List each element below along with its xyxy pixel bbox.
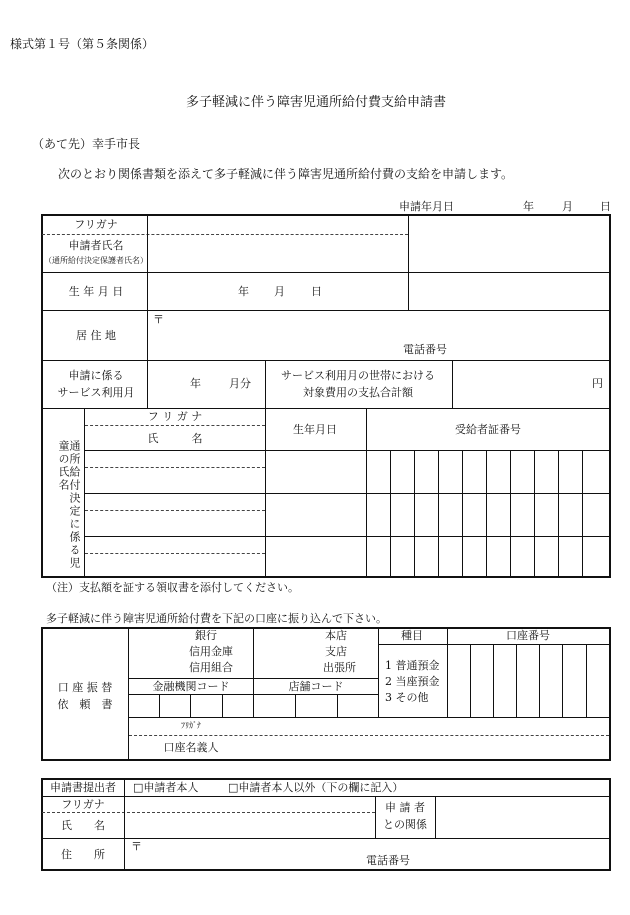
account-type-1: 1 普通預金 bbox=[385, 659, 440, 672]
children-furigana-label: フ リ ガ ナ bbox=[147, 410, 203, 423]
type-header: 種目 bbox=[401, 629, 423, 642]
holder-name-field[interactable] bbox=[256, 737, 608, 759]
receipt-note: （注）支払額を証する領収書を添付してください。 bbox=[46, 581, 299, 594]
applicant-name-field[interactable] bbox=[150, 236, 406, 270]
bank-side-label-1: 口 座 振 替 bbox=[57, 681, 113, 694]
account-type-3: 3 その他 bbox=[385, 691, 429, 704]
account-header: 口座番号 bbox=[506, 629, 550, 642]
date-label: 申請年月日 bbox=[399, 200, 454, 213]
relation-label-1: 申 請 者 bbox=[385, 801, 425, 814]
submitter-address-label: 住 所 bbox=[61, 848, 105, 861]
child-3-name-field[interactable] bbox=[86, 538, 264, 576]
birth-day-unit: 日 bbox=[311, 285, 322, 298]
service-month-label-2: サービス利用月 bbox=[57, 386, 135, 399]
inst-type-bank: 銀行 bbox=[195, 629, 217, 642]
branch-type-branch: 支店 bbox=[325, 645, 347, 658]
account-type-2: 2 当座預金 bbox=[385, 675, 440, 688]
holder-furigana-field[interactable] bbox=[256, 719, 608, 734]
birth-month-unit: 月 bbox=[274, 285, 285, 298]
children-birth-label: 生年月日 bbox=[293, 423, 337, 436]
total-label-1: サービス利用月の世帯における bbox=[281, 369, 435, 382]
address-field[interactable] bbox=[150, 312, 608, 358]
option-other[interactable]: □申請者本人以外（下の欄に記入） bbox=[228, 781, 404, 794]
date-day-unit: 日 bbox=[600, 200, 611, 213]
branch-type-main: 本店 bbox=[325, 629, 347, 642]
addressee: （あて先）幸手市長 bbox=[32, 137, 141, 151]
submitter-label: 申請書提出者 bbox=[50, 781, 116, 794]
yen-unit: 円 bbox=[592, 377, 603, 390]
submitter-phone-label: 電話番号 bbox=[366, 854, 410, 867]
postal-mark: 〒 bbox=[153, 313, 164, 326]
submitter-furigana-field[interactable] bbox=[127, 798, 373, 811]
birth-year-unit: 年 bbox=[238, 285, 249, 298]
holder-label: 口座名義人 bbox=[163, 741, 219, 754]
date-month-unit: 月 bbox=[562, 200, 573, 213]
submitter-postal-mark: 〒 bbox=[131, 840, 142, 853]
service-year-unit: 年 bbox=[190, 377, 201, 390]
option-self[interactable]: □申請者本人 bbox=[133, 781, 199, 794]
applicant-name-label: 申請者氏名 bbox=[68, 239, 124, 252]
applicant-furigana-field[interactable] bbox=[150, 216, 406, 233]
birth-label: 生 年 月 日 bbox=[68, 285, 124, 298]
total-amount-field[interactable] bbox=[455, 362, 588, 406]
service-month-label-1: 申請に係る bbox=[68, 369, 124, 382]
page-title: 多子軽減に伴う障害児通所給付費支給申請書 bbox=[185, 95, 447, 110]
applicant-furigana-label: フリガナ bbox=[74, 218, 118, 231]
holder-furigana-label: ﾌﾘｶﾞﾅ bbox=[181, 721, 201, 730]
bank-code-label: 金融機関コード bbox=[152, 680, 230, 693]
branch-type-office: 出張所 bbox=[323, 661, 356, 674]
inst-type-kumiai: 信用組合 bbox=[189, 661, 233, 674]
children-name-label: 氏 名 bbox=[147, 432, 203, 445]
total-label-2: 対象費用の支払合計額 bbox=[303, 386, 413, 399]
bank-intro: 多子軽減に伴う障害児通所給付費を下記の口座に振り込んで下さい。 bbox=[46, 612, 387, 625]
branch-code-label: 店舗コード bbox=[288, 680, 344, 693]
inst-type-shinkin: 信用金庫 bbox=[189, 645, 233, 658]
submitter-furigana-label: フリガナ bbox=[61, 798, 105, 811]
submitter-address-field[interactable] bbox=[127, 840, 608, 869]
submitter-name-label: 氏 名 bbox=[61, 819, 105, 832]
form-number: 様式第１号（第５条関係） bbox=[10, 37, 155, 51]
child-2-name-field[interactable] bbox=[86, 495, 264, 535]
children-cert-label: 受給者証番号 bbox=[455, 423, 521, 436]
intro-text: 次のとおり関係書類を添えて多子軽減に伴う障害児通所給付費の支給を申請します。 bbox=[58, 167, 514, 181]
applicant-name-note: （通所給付決定保護者氏名） bbox=[44, 256, 148, 265]
child-1-name-field[interactable] bbox=[86, 452, 264, 492]
date-year-unit: 年 bbox=[523, 200, 534, 213]
address-label: 居 住 地 bbox=[76, 329, 116, 342]
submitter-name-field[interactable] bbox=[127, 814, 373, 836]
phone-label: 電話番号 bbox=[403, 343, 447, 356]
bank-side-label-2: 依 頼 書 bbox=[57, 698, 113, 711]
service-month-unit: 月分 bbox=[229, 377, 251, 390]
children-side-label: 通所給付決定に係る児童の氏名 bbox=[57, 440, 81, 570]
relation-label-2: との関係 bbox=[383, 818, 427, 831]
relation-field[interactable] bbox=[438, 798, 608, 836]
